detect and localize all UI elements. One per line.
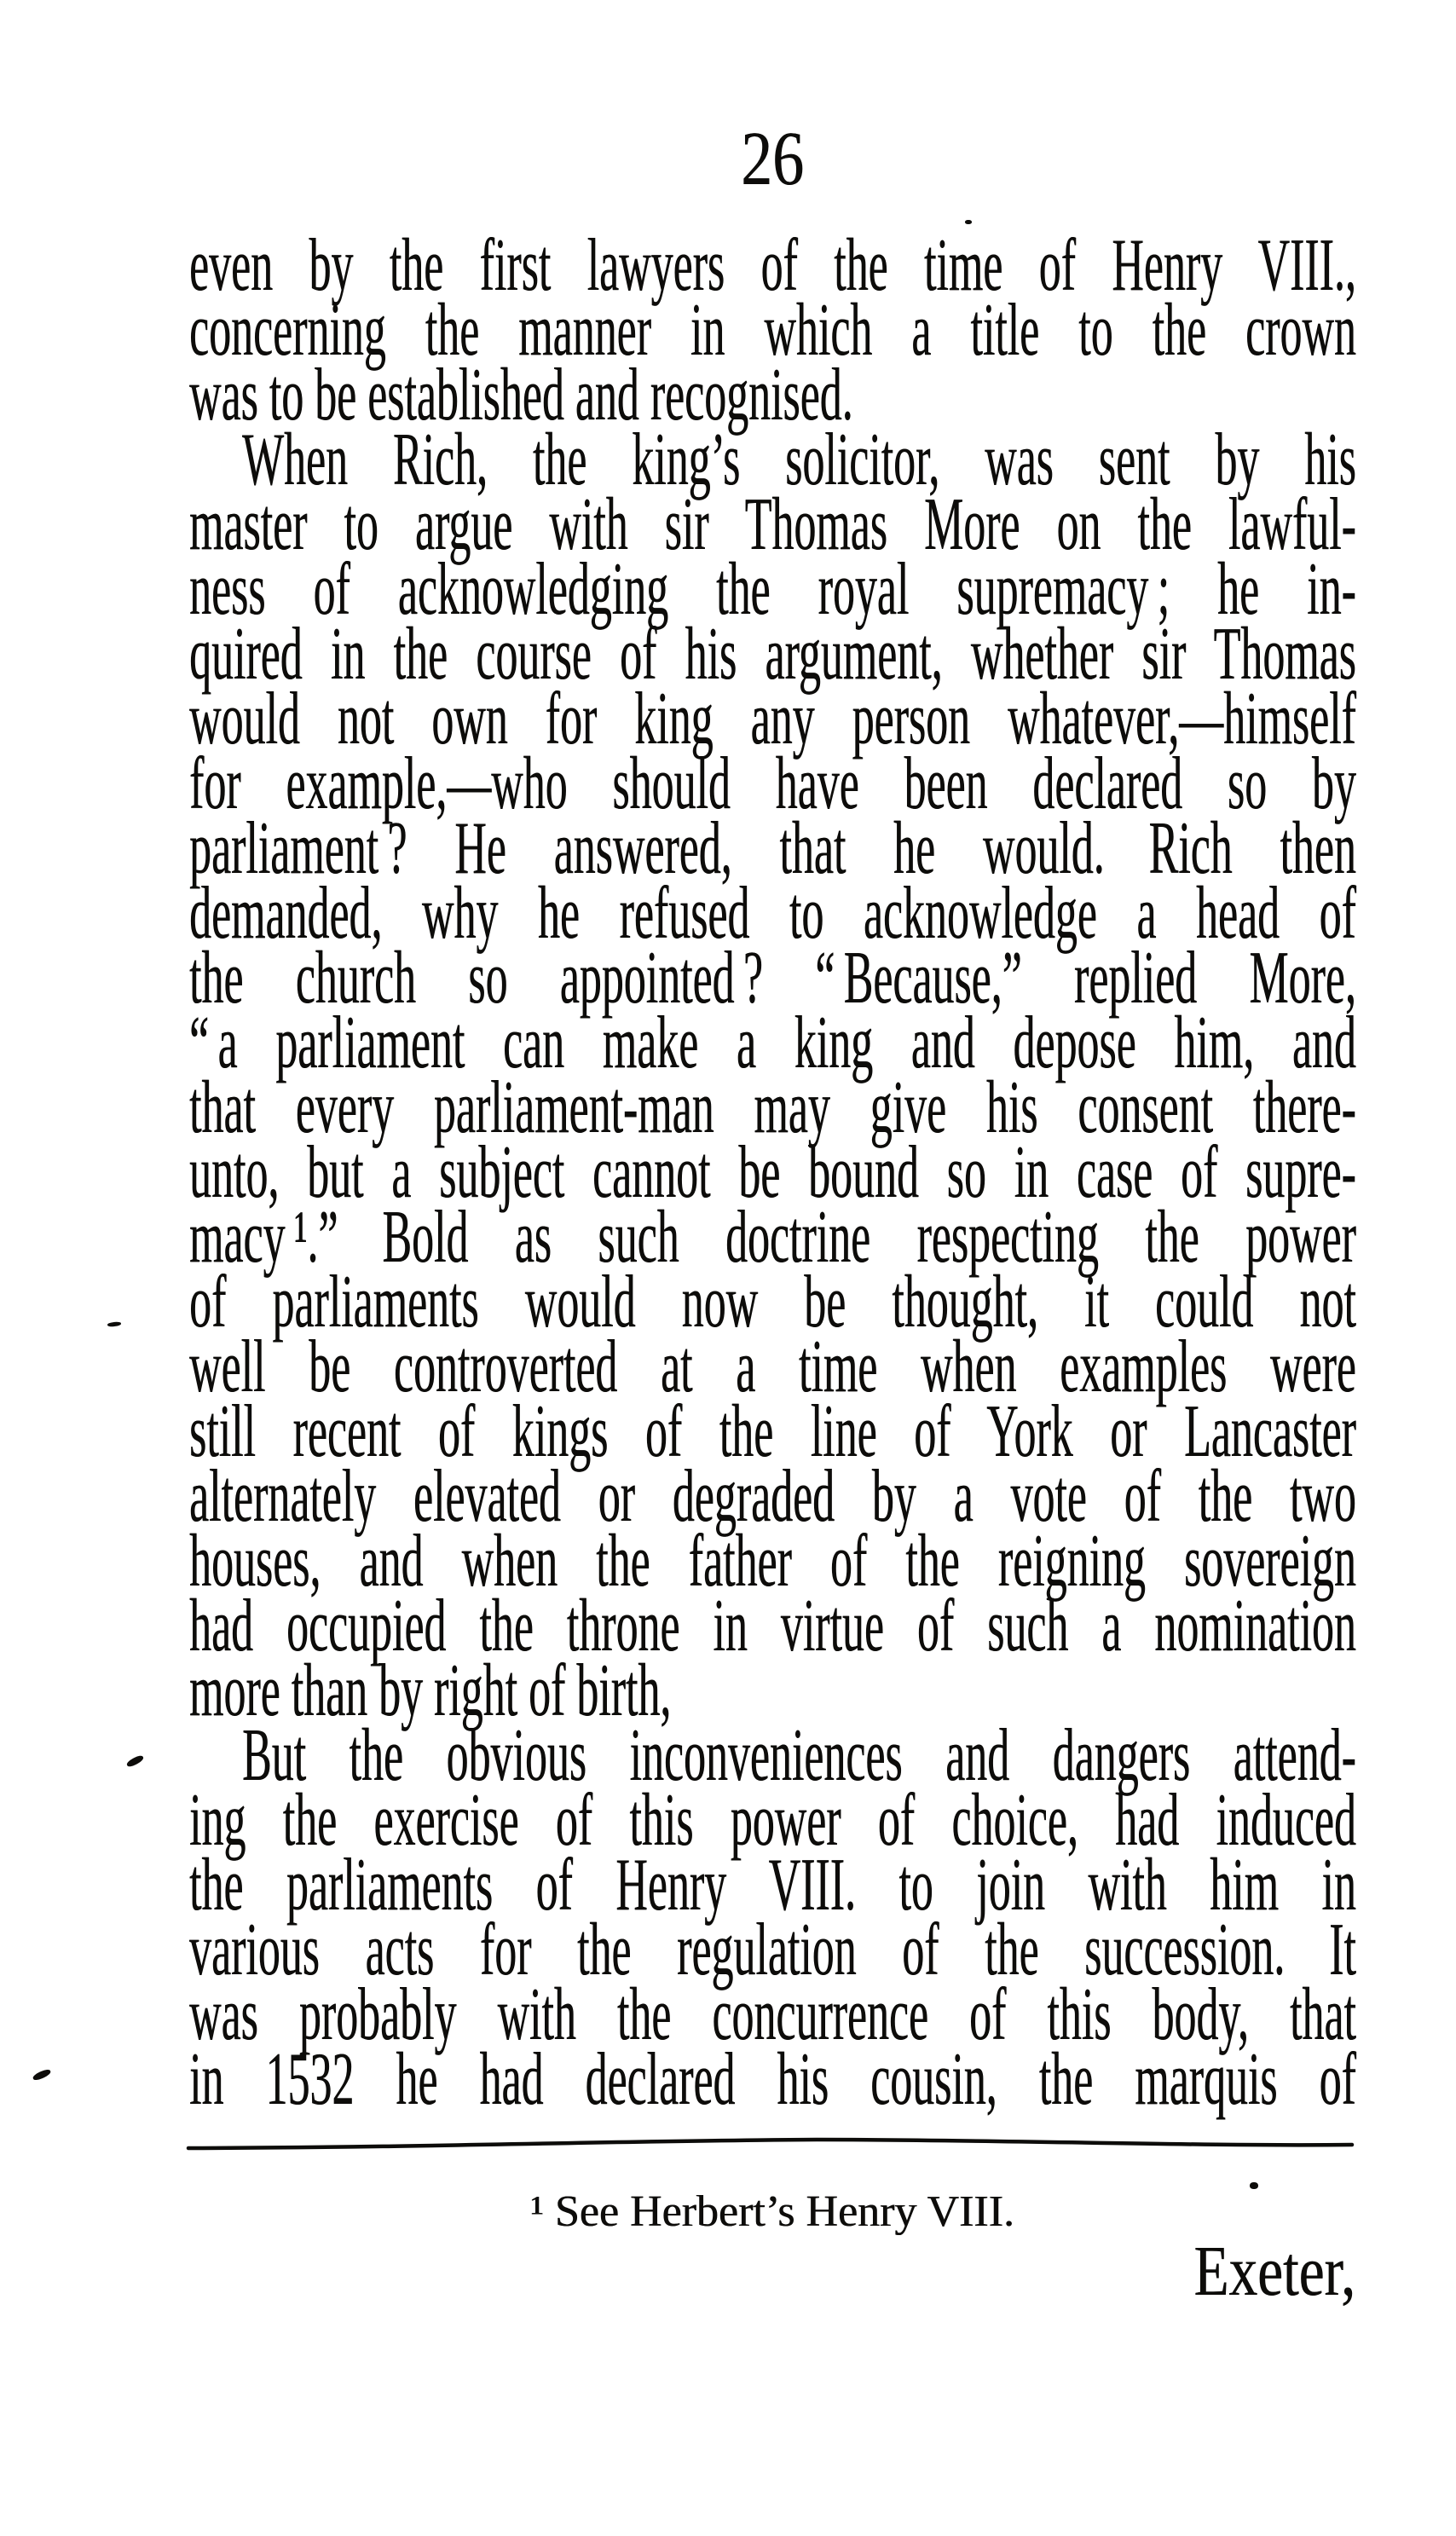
text-line: the church so appointed ? “ Because,” replied More,: [189, 937, 1356, 1020]
scan-speck: [32, 2068, 51, 2082]
text-line: When Rich, the king’s solicitor, was sent by his: [241, 419, 1356, 501]
text-line: master to argue with sir Thomas More on the lawful-: [189, 483, 1356, 566]
text-line: would not own for king any person whatever,—himself: [189, 678, 1356, 760]
text-line: had occupied the throne in virtue of such a nomination: [189, 1585, 1356, 1667]
scan-speck: [1250, 2182, 1258, 2189]
body-text-block: [189, 224, 1356, 2121]
text-line: macy ¹.” Bold as such doctrine respecting the power: [189, 1196, 1356, 1279]
text-line: the parliaments of Henry VIII. to join with him in: [189, 1844, 1356, 1927]
text-line: parliament ? He answered, that he would. Rich then: [189, 807, 1356, 890]
text-line: was probably with the concurrence of this body, that: [189, 1973, 1356, 2056]
text-line: even by the first lawyers of the time of Henry VIII.,: [189, 224, 1356, 307]
text-line: still recent of kings of the line of York or Lancaster: [189, 1390, 1356, 1473]
text-line: “ a parliament can make a king and depose him, and: [189, 1002, 1356, 1084]
text-line: ness of acknowledging the royal supremacy ; he in-: [189, 548, 1356, 631]
text-line: demanded, why he refused to acknowledge a head of: [189, 872, 1356, 955]
scan-speck: [107, 1321, 121, 1327]
text-line: that every parliament-man may give his consent there-: [189, 1066, 1356, 1149]
text-line: ing the exercise of this power of choice, had induced: [189, 1779, 1356, 1862]
text-line: various acts for the regulation of the succession. It: [189, 1909, 1356, 1991]
page-number: 26: [741, 117, 804, 201]
text-line: well be controverted at a time when examples were: [189, 1326, 1356, 1408]
scan-speck: [965, 220, 972, 224]
text-line: unto, but a subject cannot be bound so in case of supre-: [189, 1131, 1356, 1214]
text-line: for example,—who should have been declared so by: [189, 742, 1356, 825]
text-line: concerning the manner in which a title to the crown: [189, 289, 1356, 372]
text-line: in 1532 he had declared his cousin, the marquis of: [189, 2038, 1356, 2121]
text-line: was to be established and recognised.: [189, 354, 853, 436]
footnote-text: ¹ See Herbert’s Henry VIII.: [530, 2187, 1014, 2236]
text-line: more than by right of birth,: [189, 1649, 672, 1732]
footnote-divider: [186, 2136, 1355, 2153]
text-line: But the obvious inconveniences and dangers attend-: [241, 1714, 1356, 1797]
scan-speck: [125, 1754, 144, 1769]
text-line: alternately elevated or degraded by a vote of the two: [189, 1455, 1356, 1538]
text-line: of parliaments would now be thought, it could not: [189, 1261, 1356, 1343]
text-line: quired in the course of his argument, whether sir Thomas: [189, 613, 1356, 696]
catchword: Exeter,: [1193, 2232, 1355, 2311]
text-line: houses, and when the father of the reigning sovereign: [189, 1520, 1356, 1603]
